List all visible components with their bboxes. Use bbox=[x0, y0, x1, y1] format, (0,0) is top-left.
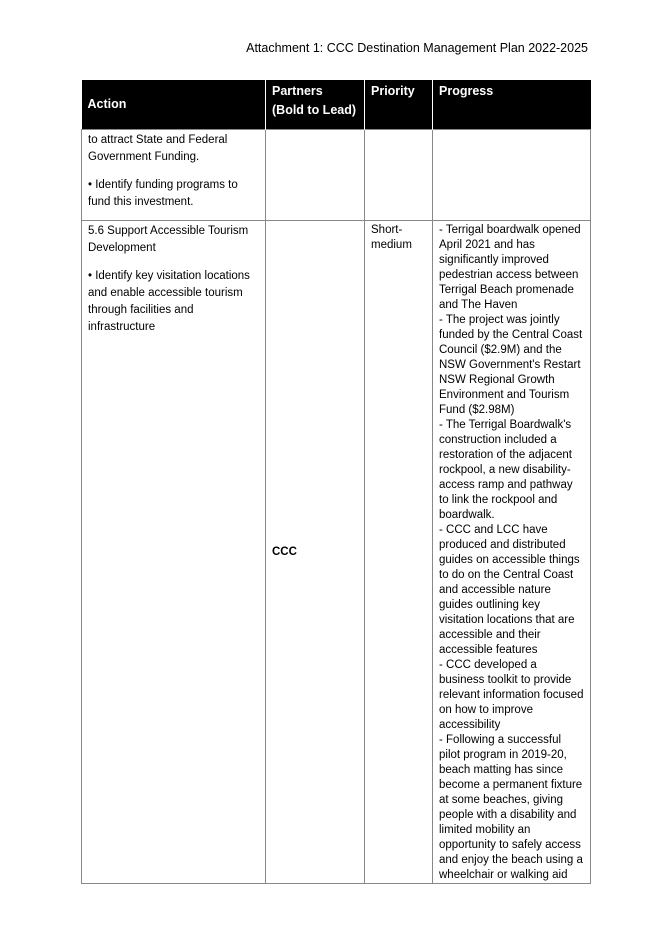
table-row bbox=[82, 220, 591, 883]
progress-cell bbox=[433, 220, 591, 883]
column-header-progress: Progress bbox=[433, 80, 591, 129]
priority-cell bbox=[365, 220, 433, 883]
action-cell bbox=[82, 220, 266, 883]
action-bullet: • Identify key visitation locations and enable accessible tourism through facilities and infrastructure bbox=[88, 269, 250, 333]
priority-value: Short- medium bbox=[371, 223, 412, 251]
column-header-partners: Partners (Bold to Lead) bbox=[266, 80, 365, 129]
partners-cell bbox=[266, 220, 365, 883]
page-header: Attachment 1: CCC Destination Management Plan 2022-2025 bbox=[246, 41, 588, 55]
priority-cell bbox=[365, 129, 433, 220]
action-plan-table bbox=[81, 80, 591, 884]
action-cell bbox=[82, 129, 266, 220]
progress-text: - Terrigal boardwalk opened April 2021 and has significantly improved pedestrian access between Terrigal Beach promenade and The Haven - The project was jointly funded by the Central Coast Council ($2.9M) and the NSW Government's Restart NSW Regional Growth Environment and Tourism Fund ($2.98M) - The Terrigal Boardwalk's construction included a restoration of the adjacent rockpool, a new disability-access ramp and pathway to link the rockpool and boardwalk. - CCC and LCC have produced and distributed guides on accessible things to do on the Central Coast and accessible nature guides outlining key visitation locations that are accessible and their accessible features - CCC developed a business toolkit to provide relevant information focused on how to improve accessibility - Following a successful pilot program in 2019-20, beach matting has since become a permanent fixture at some beaches, giving people with a disability and limited mobility an opportunity to safely access and enjoy the beach using a wheelchair or walking aid bbox=[439, 223, 584, 881]
lead-partner: CCC bbox=[272, 546, 297, 558]
progress-cell bbox=[433, 129, 591, 220]
action-bullet: • Identify funding programs to fund this investment. bbox=[88, 178, 238, 208]
column-header-priority: Priority bbox=[365, 80, 433, 129]
action-text: to attract State and Federal Government Funding. bbox=[88, 133, 228, 163]
table-row bbox=[82, 129, 591, 220]
column-header-action: Action bbox=[82, 80, 266, 129]
table-header-row bbox=[82, 80, 591, 129]
action-title: 5.6 Support Accessible Tourism Development bbox=[88, 224, 249, 254]
partners-cell bbox=[266, 129, 365, 220]
